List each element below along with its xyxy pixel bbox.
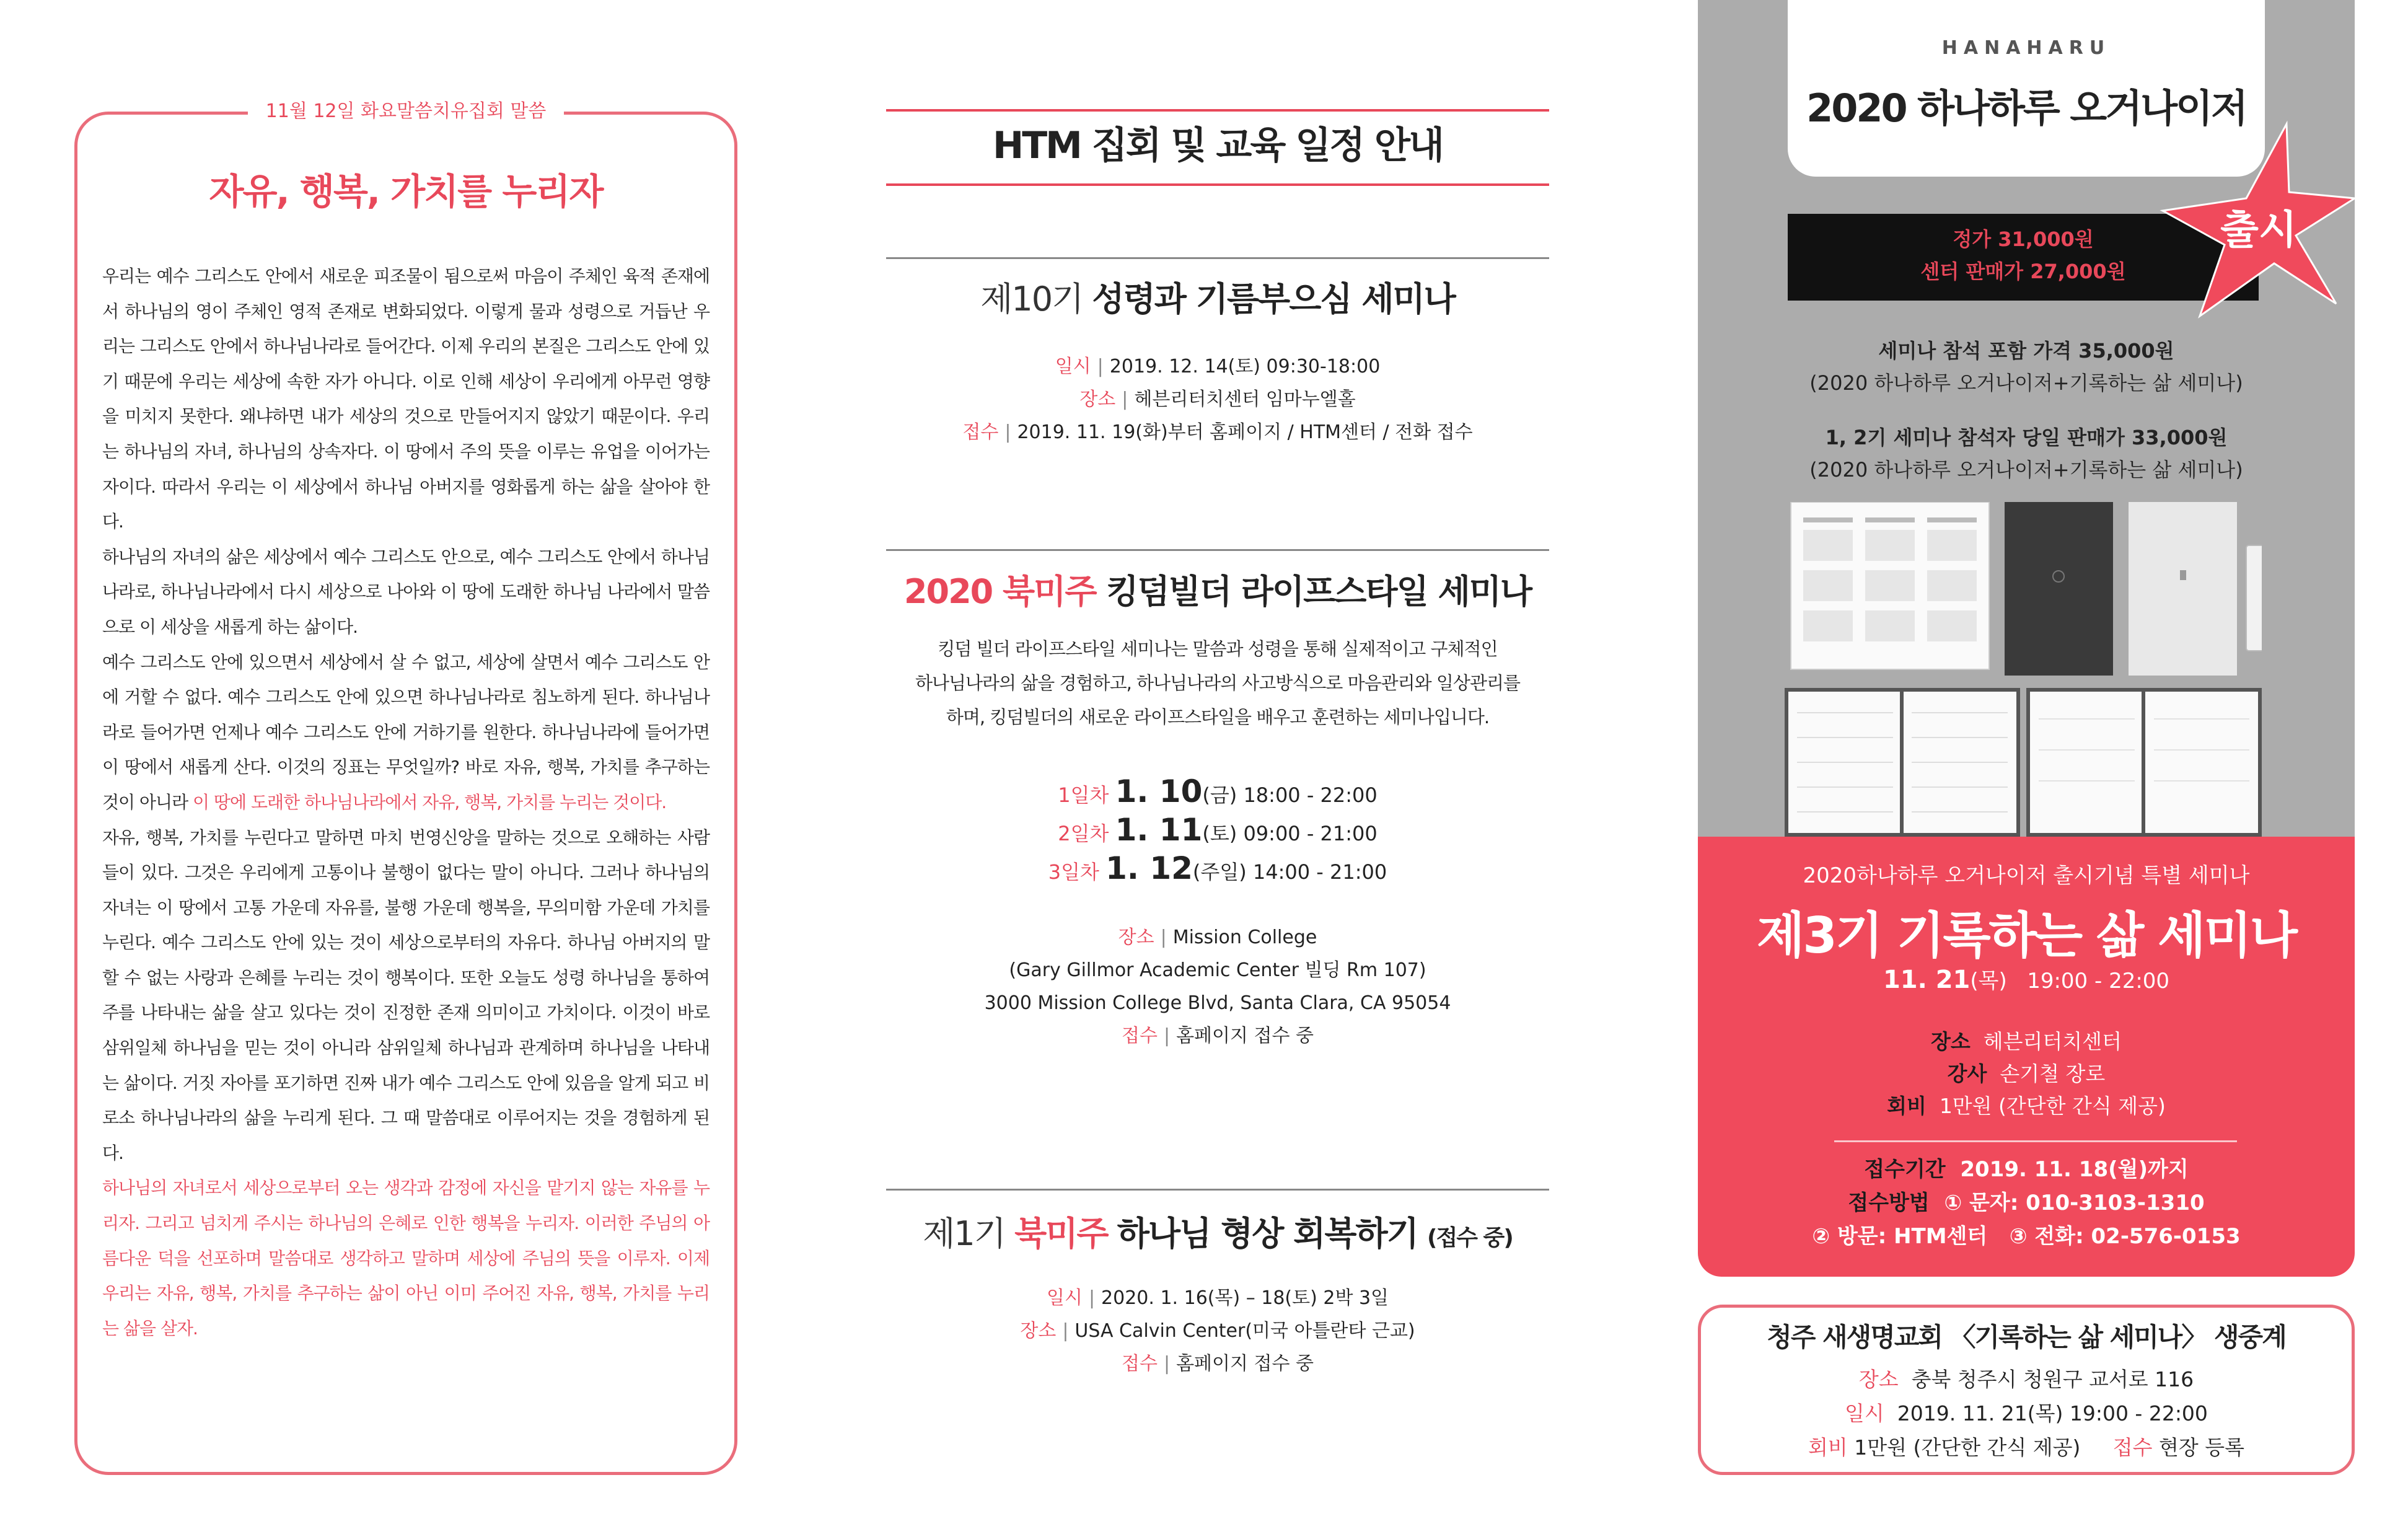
broadcast-fee: 회비 1만원 (간단한 간식 제공) 접수 현장 등록	[1808, 1435, 2245, 1460]
section-1-date: 일시 | 2019. 12. 14(토) 09:30-18:00	[1055, 356, 1381, 377]
section-2-place: 장소 | Mission College	[1118, 927, 1317, 948]
offer-2-title: 1, 2기 세미나 참석자 당일 판매가 33,000원	[1825, 426, 2228, 449]
seminar-3-speaker: 강사 손기철 장로	[1947, 1062, 2106, 1086]
section-2-prefix: 2020 북미주	[903, 572, 1096, 611]
seminar-3-fee: 회비 1만원 (간단한 간식 제공)	[1887, 1094, 2166, 1118]
day-3-row: 3일차 1. 12(주일) 14:00 - 21:00	[1048, 850, 1387, 886]
title-top-rule	[886, 109, 1549, 112]
seminar-3-place: 장소 헤븐리터치센터	[1931, 1029, 2122, 1054]
broadcast-title: 청주 새생명교회 〈기록하는 삶 세미나〉 생중계	[1767, 1322, 2286, 1352]
section-1-registration: 접수 | 2019. 11. 19(화)부터 홈페이지 / HTM센터 / 전화 접수	[962, 421, 1473, 443]
sermon-highlight: 이 땅에 도래한 하나님나라에서 자유, 행복, 가치를 누리는 것이다.	[193, 791, 667, 813]
sermon-paragraph: 우리는 예수 그리스도 안에서 새로운 피조물이 됨으로써 마음이 주체인 육적 존재에서 하나님의 영이 주체인 영적 존재로 변화되었다. 이렇게 물과 성령으로 거듭난 우리는 그리스도 안에서 하나님나라로 들어간다. 이제 우리의 본질은 그리스도 안에 있기 때문에 우리는 세상에 속한 자가 아니다. 이로 인해 세상이 우리에게 아무런 영향을 미치지 못한다. 왜냐하면 내가 세상의 것으로 만들어지지 않았기 때문이다. 우리는 하나님의 자녀, 하나님의 상속자다. 이 땅에서 주의 뜻을 이루는 유업을 이어가는 자이다. 따라서 우리는 이 세상에서 하나님 아버지를 영화롭게 하는 삶을 살아야 한다.	[102, 266, 710, 532]
section-divider	[886, 1189, 1549, 1191]
section-3-region: 북미주	[1014, 1214, 1108, 1253]
section-3-status: (접수 중)	[1427, 1225, 1513, 1251]
organizer-title: 2020 하나하루 오거나이저	[1806, 86, 2246, 131]
section-3-place: 장소 | USA Calvin Center(미국 아틀란타 근교)	[1020, 1320, 1415, 1342]
sermon-conclusion: 하나님의 자녀로서 세상으로부터 오는 생각과 감정에 자신을 맡기지 않는 자유를 누리자. 그리고 넘치게 주시는 하나님의 은혜로 인한 행복을 누리자. 이러한 주님의 아름다운 덕을 선포하며 말씀대로 생각하고 말하며 세상에 주님의 뜻을 이루자. 이제 우리는 자유, 행복, 가치를 추구하는 삶이 아닌 이미 주어진 자유, 행복, 가치를 누리는 삶을 살자.	[102, 1178, 710, 1339]
section-1-place: 장소 | 헤븐리터치센터 임마누엘홀	[1079, 389, 1356, 410]
section-2-title	[886, 565, 1549, 613]
section-2-address: 3000 Mission College Blvd, Santa Clara, CA 95054	[984, 992, 1451, 1014]
seminar-3-contact: 접수기간 2019. 11. 18(월)까지 접수방법 ① 문자: 010-3103-1310 ② 방문: HTM센터 ③ 전화: 02-576-0153	[1812, 1157, 2241, 1249]
organizer-product-image	[1785, 502, 2262, 837]
seminar-3-datetime: 11. 21(목) 19:00 - 22:00	[1883, 966, 2170, 994]
section-3-title	[886, 1207, 1549, 1255]
section-2-place-building: (Gary Gillmor Academic Center 빌딩 Rm 107)	[1009, 959, 1426, 981]
section-3-prefix: 제1기	[923, 1214, 1005, 1253]
seminar-3-subtitle: 2020하나하루 오거나이저 출시기념 특별 세미나	[1803, 863, 2250, 888]
section-1-title	[886, 273, 1549, 320]
broadcast-date: 일시 2019. 11. 21(목) 19:00 - 22:00	[1845, 1401, 2208, 1425]
sermon-paragraph: 자유, 행복, 가치를 누린다고 말하면 마치 번영신앙을 말하는 것으로 오해하는 사람들이 있다. 그것은 우리에게 고통이나 불행이 없다는 말이 아니다. 그러나 하나님의 자녀는 이 땅에서 고통 가운데 자유를, 불행 가운데 행복을, 무의미함 가운데 가치를 누린다. 예수 그리스도 안에 있는 것이 세상으로부터의 자유다. 하나님 아버지의 말할 수 없는 사랑과 은혜를 누리는 것이 행복이다. 또한 오늘도 성령 하나님을 통하여 주를 나타내는 삶을 살고 있다는 것이 진정한 존재 의미이고 가치이다. 이것이 바로 삼위일체 하나님을 믿는 것이 아니라 삼위일체 하나님과 관계하며 하나님을 나타내는 삶이다. 거짓 자아를 포기하면 진짜 내가 예수 그리스도 안에 있음을 알게 되고 비로소 하나님나라의 삶을 누리게 된다. 그 때 말씀대로 이루어지는 것을 경험하게 된다.	[102, 827, 710, 1163]
section-2-description: 킹덤 빌더 라이프스타일 세미나는 말씀과 성령을 통해 실제적이고 구체적인 하나님나라의 삶을 경험하고, 하나님나라의 사고방식으로 마음관리와 일상관리를 하며, 킹덤빌더의 새로운 라이프스타일을 배우고 훈련하는 세미나입니다.	[915, 638, 1520, 728]
title-bottom-rule	[886, 183, 1549, 186]
launch-badge: 출시	[2220, 208, 2297, 253]
sermon-paragraph: 하나님의 자녀의 삶은 세상에서 예수 그리스도 안으로, 예수 그리스도 안에서 하나님 나라로, 하나님나라에서 다시 세상으로 나아와 이 땅에 도래한 하나님 나라에서 말씀으로 이 세상을 새롭게 하는 삶이다.	[102, 546, 710, 637]
section-3-date: 일시 | 2020. 1. 16(목) – 18(토) 2박 3일	[1046, 1287, 1389, 1309]
day-2-row: 2일차 1. 11(토) 09:00 - 21:00	[1058, 812, 1378, 848]
price-text: 정가 31,000원 센터 판매가 27,000원	[1920, 227, 2126, 283]
sermon-body	[102, 259, 710, 1346]
sermon-text: 예수 그리스도 안에 있으면서 세상에서 살 수 없고, 세상에 살면서 예수 그리스도 안에 거할 수 없다. 예수 그리스도 안에 있으면 하나님나라로 침노하게 된다. 하나님나라로 들어가면 언제나 예수 그리스도 안에 거하기를 원한다. 하나님나라에 들어가면 이 땅에서 새롭게 산다. 이것의 징표는 무엇일까? 바로 자유, 행복, 가치를 추구하는 것이 아니라	[102, 651, 710, 813]
offer-2-subtitle: (2020 하나하루 오거나이저+기록하는 삶 세미나)	[1809, 458, 2243, 482]
sermon-paragraph	[102, 645, 710, 821]
broadcast-place: 장소 충북 청주시 청원구 교서로 116	[1858, 1367, 2194, 1391]
offer-1-subtitle: (2020 하나하루 오거나이저+기록하는 삶 세미나)	[1809, 371, 2243, 395]
brand-name: HANAHARU	[1941, 37, 2111, 59]
section-1-name: 성령과 기름부으심 세미나	[1092, 280, 1455, 319]
seminar-3-title: 제3기 기록하는 삶 세미나	[1756, 907, 2296, 964]
section-2-name: 킹덤빌더 라이프스타일 세미나	[1106, 572, 1532, 611]
schedule-title: HTM 집회 및 교육 일정 안내	[993, 124, 1443, 167]
day-1-row: 1일차 1. 10(금) 18:00 - 22:00	[1058, 773, 1378, 809]
offer-1-title: 세미나 참석 포함 가격 35,000원	[1878, 339, 2174, 363]
section-divider	[886, 549, 1549, 551]
sermon-title: 자유, 행복, 가치를 누리자	[209, 170, 603, 213]
seminar-3-divider	[1834, 1140, 2237, 1142]
sermon-date-label: 11월 12일 화요말씀치유집회 말씀	[248, 94, 564, 129]
section-3-name: 하나님 형상 회복하기	[1117, 1214, 1418, 1253]
section-3-registration: 접수 | 홈페이지 접수 중	[1121, 1353, 1314, 1375]
section-divider	[886, 257, 1549, 259]
section-1-prefix: 제10기	[980, 280, 1083, 319]
section-2-registration: 접수 | 홈페이지 접수 중	[1121, 1025, 1314, 1047]
